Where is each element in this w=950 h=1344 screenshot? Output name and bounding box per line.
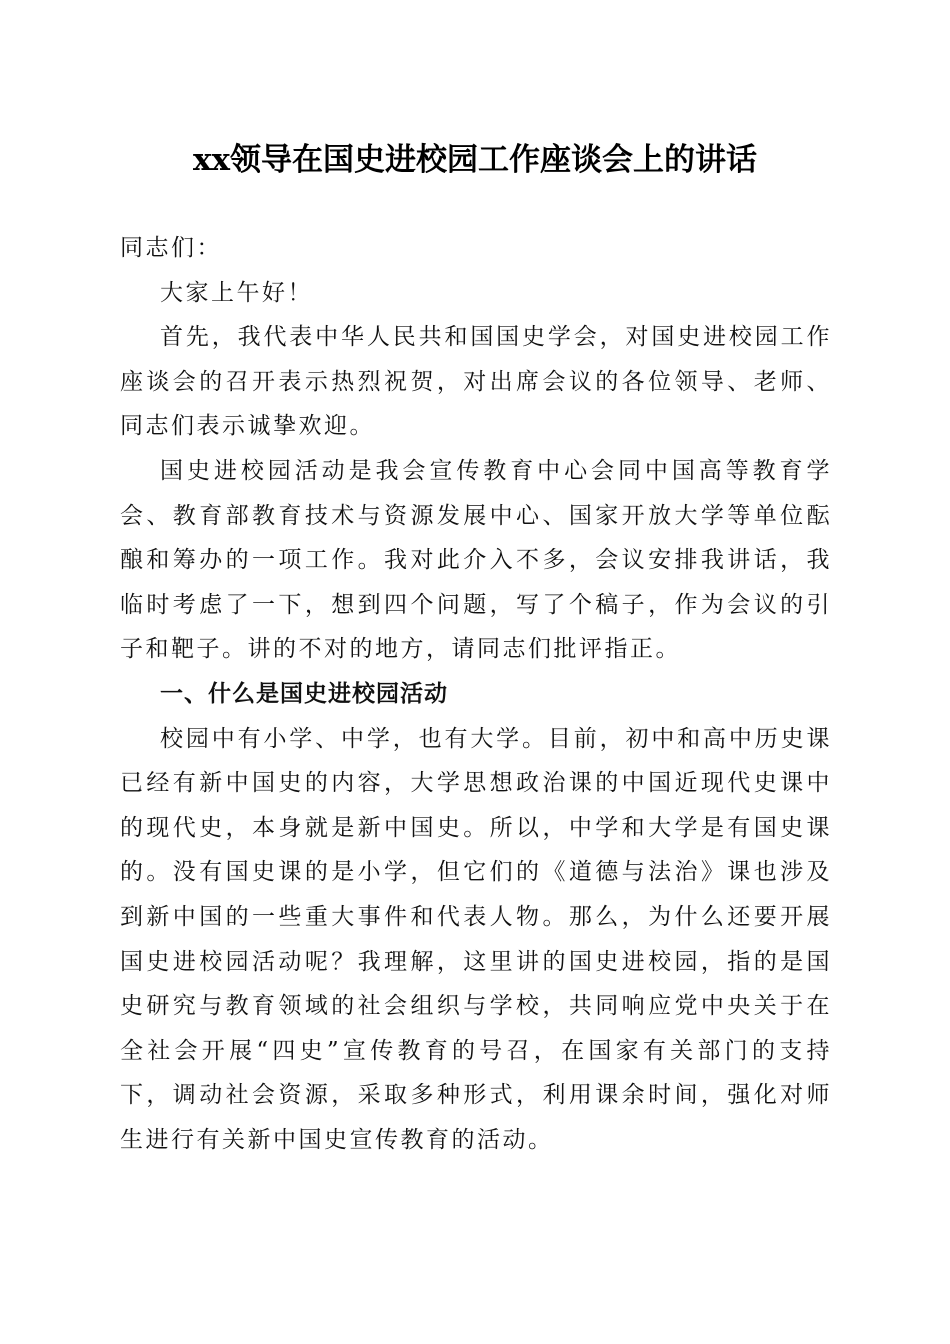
greeting: 大家上午好！ [160,279,313,306]
salutation: 同志们： [120,235,222,261]
section-heading: 一、什么是国史进校园活动 [160,680,448,707]
document-title: xx领导在国史进校园工作座谈会上的讲话 [193,142,757,178]
section-paragraph: 校园中有小学、中学，也有大学。目前，初中和高中历史课已经有新中国史的内容，大学思想政治课的中国近现代史课中的现代史，本身就是新中国史。所以，中学和大学是有国史课的。没有国史课的是小学，但它们的《道德与法治》课也涉及到新中国的一些重大事件和代表人物。那么，为什么还要开展国史进校园活动呢？我理解，这里讲的国史进校园，指的是国史研究与教育领域的社会组织与学校，共同响应党中央关于在全社会开展“四史”宣传教育的号召，在国家有关部门的支持下，调动社会资源，采取多种形式，利用课余时间，强化对师生进行有关新中国史宣传教育的活动。 [120,725,832,1153]
paragraph-opening: 首先，我代表中华人民共和国国史学会，对国史进校园工作座谈会的召开表示热烈祝贺，对出席会议的各位领导、老师、同志们表示诚挚欢迎。 [120,324,832,440]
paragraph-background: 国史进校园活动是我会宣传教育中心会同中国高等教育学会、教育部教育技术与资源发展中心、国家开放大学等单位酝酿和筹办的一项工作。我对此介入不多，会议安排我讲话，我临时考虑了一下，想到四个问题，写了个稿子，作为会议的引子和靶子。讲的不对的地方，请同志们批评指正。 [120,457,832,663]
document-body [120,226,832,1162]
